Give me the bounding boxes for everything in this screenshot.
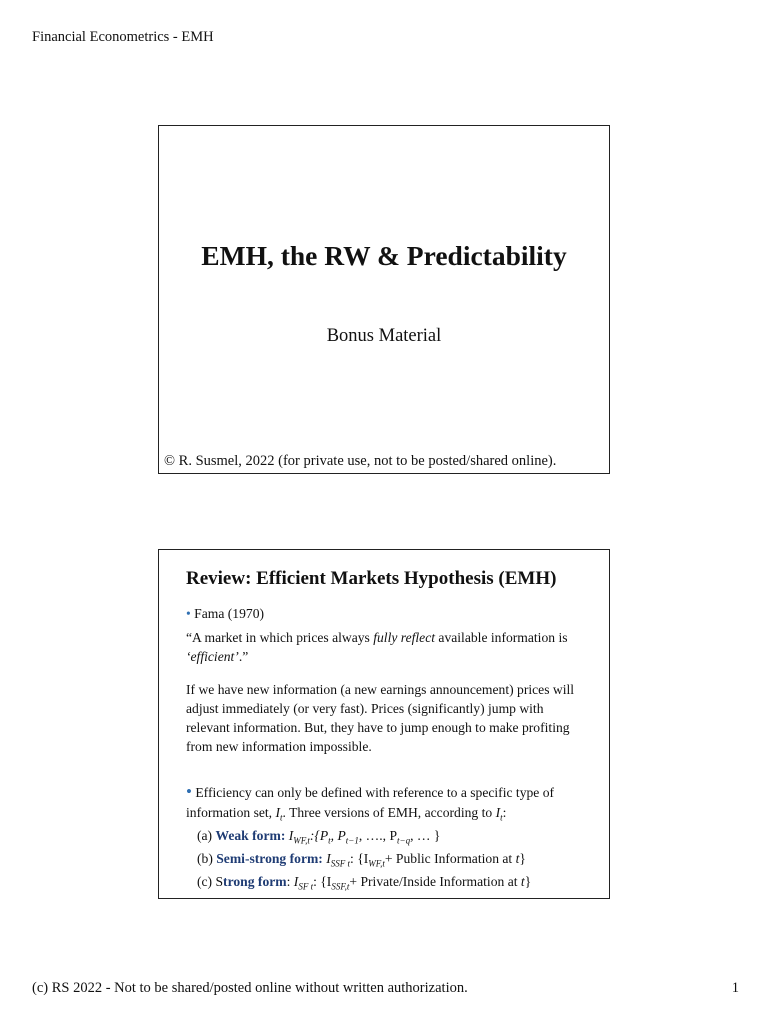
title-slide xyxy=(158,125,610,474)
page-header: Financial Econometrics - EMH xyxy=(32,29,214,45)
bullet-efficiency: • Efficiency can only be defined with reference to a specific type of xyxy=(186,782,555,801)
page-footer: (c) RS 2022 - Not to be shared/posted online without written authorization. xyxy=(32,980,468,996)
bullet-icon: • xyxy=(186,782,192,801)
paragraph-line: relevant information. But, they have to jump enough to make profiting xyxy=(186,720,570,735)
copyright-note: © R. Susmel, 2022 (for private use, not to be posted/shared online). xyxy=(164,453,557,469)
slide-subtitle: Bonus Material xyxy=(326,326,442,346)
slide-title: Review: Efficient Markets Hypothesis (EMH) xyxy=(186,568,557,589)
weak-form-line: (a) Weak form: $I_{WF,t}:\{P_t$, $P_{t-1}$, …., $P_{t-q}$, … } xyxy=(197,828,441,846)
paragraph-line: from new information impossible. xyxy=(186,739,372,754)
semi-strong-form-line: (b) Semi-strong form: $I_{SSF t}$: {$I_{WF,t}+$ Public Information at t} xyxy=(197,851,526,869)
slide-title: EMH, the RW & Predictability xyxy=(201,240,567,271)
strong-form-line: (c) Strong form: $I_{SF t}$: {$I_{SSF,t}+$ Private/Inside Information at t} xyxy=(197,874,532,892)
page-number: 1 xyxy=(731,980,739,996)
quote-line-1: “A market in which prices always fully reflect available information is xyxy=(186,630,568,645)
bullet-efficiency-line2: information set, $I_t$. Three versions of EMH, according to $I_t$: xyxy=(186,805,507,823)
bullet-fama: • Fama (1970) xyxy=(186,606,265,621)
paragraph-line: If we have new information (a new earnings announcement) prices will xyxy=(186,682,575,697)
paragraph-line: adjust immediately (or very fast). Prices (significantly) jump with xyxy=(186,701,544,716)
quote-line-2: ‘efficient’.” xyxy=(186,649,249,664)
bullet-icon: • xyxy=(186,606,191,621)
